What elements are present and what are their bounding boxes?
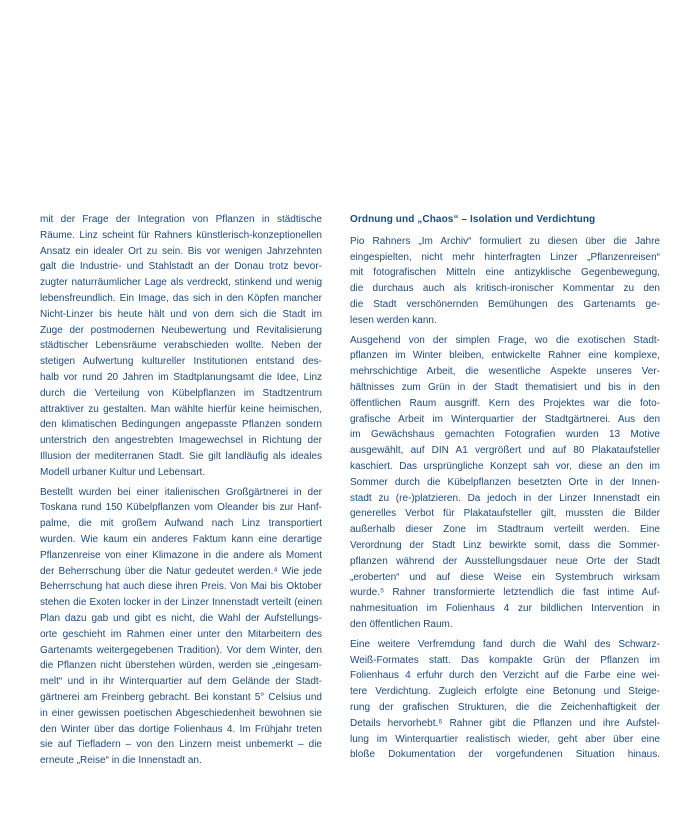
paragraph-black-white-format [350,637,660,763]
text-line: städtischer Lebensräume verabschieden wollte. Neben der [40,340,322,352]
text-line: Beherrschung hat auch diese ihren Preis. Von Mai bis Oktober [40,581,322,593]
text-line: hältnisses zum Grün in der Stadt thematisiert und bis in den [350,381,660,393]
text-line: pflanzen während der Ausstellungsdauer neue Orte der Stadt [350,555,660,567]
text-line: pflanzen im Winter bleiben, entwickelte Rahner eine komplexe, [350,350,660,362]
text-line: Weiß-Formates statt. Das kompakte Grün der Pflanzen im [350,654,660,666]
text-line: halb vor rund 20 Jahren im Stadtplanungsamt die Idee, Linz [40,371,322,383]
text-line: Pio Rahners „Im Archiv“ formuliert zu diesen über die Jahre [350,235,660,247]
text-line: durch die Verteilung von Kübelpflanzen im Stadtzentrum [40,387,322,399]
text-line: im Gewächshaus gemachten Fotografien wurden 13 Motive [350,429,660,441]
text-line: Sommer durch die Kübelpflanzen besetzten Orte in der Innen- [350,476,660,488]
text-line: Modell urbaner Kultur und Lebensart. [40,466,206,478]
right-text-column [350,212,660,763]
text-line: lung im Winterquartier realistisch wieder, geht aber über eine [350,733,660,745]
paragraph-kuebelpflanzen-order [40,485,322,769]
text-line: mit der Frage der Integration von Pflanzen in städtische [40,214,322,225]
text-line: gärtnerei am Freinberg gebracht. Bei konstant 5° Celsius und [40,691,322,703]
text-line: mehrschichtige Arbeit, die wesentliche Aspekte unseres Ver- [350,366,660,378]
paragraph-integration-of-plants [40,212,322,481]
text-line: Bestellt wurden bei einer italienischen Großgärtnerei in der [40,486,322,498]
text-line: nahmesituation im Folienhaus 4 zur bildlichen Intervention in [350,603,660,615]
text-line: Details hervorhebt.⁶ Rahner gibt die Pflanzen und ihre Aufstel- [350,717,660,729]
text-line: ausgewählt, auf DIN A1 vergrößert und auf 80 Plakataufsteller [350,445,660,457]
text-line: Nicht-Linzer bis heute hält und von dem sich die Stadt im [40,308,322,320]
text-line: rung der grafischen Strukturen, die die Zeichenhaftigkeit der [350,701,660,713]
text-line: Pflanzenreise von einer Klimazone in die andere als Moment [40,549,322,561]
text-line: die Pflanzen nicht überstehen würden, werden sie „eingesam- [40,660,322,672]
text-line: sie auf Tiefladern – von den Linzern meist unbemerkt – die [40,739,322,751]
text-line: öffentlichen Raum ausgriff. Kern des Projektes war die foto- [350,397,660,409]
text-line: erneute „Reise“ in die Innenstadt an. [40,755,202,767]
text-line: der Beherrschung über die Natur gedeutet werden.⁴ Wie jede [40,565,322,577]
text-line: stadt zu (re-)platzieren. Da jedoch in der Linzer Innenstadt ein [350,492,660,504]
text-line: orte geschieht im Rahmen einer unter den Mitarbeitern des [40,628,322,640]
text-line: zugter naturräumlicher Lage als verdreckt, stinkend und wenig [40,277,322,289]
text-line: Ansatz ein idealer Ort zu sein. Bis vor wenigen Jahrzehnten [40,245,322,257]
text-line: „eroberten“ und auf diese Weise ein Systembruch wirksam [350,571,660,583]
text-line: wurden. Wie kaum ein anderes Faktum kann eine derartige [40,533,322,545]
text-line: grafische Arbeit im Winterquartier der Stadtgärtnerei. Aus den [350,413,660,425]
text-line: Zuge der postmodernen Neubewertung und Revitalisierung [40,324,322,336]
paragraph-winter-quarter-project [350,333,660,633]
text-line: eingespielten, nicht mehr hinterfragten Linzer „Pflanzenreisen“ [350,251,660,263]
text-line: unterstrich den angestrebten Imagewechsel in Richtung der [40,435,322,447]
text-line: wurde.⁵ Rahner transformierte letztendlich die fast intime Auf- [350,587,660,599]
text-line: generelles Verbot für Plakataufsteller gilt, mussten die Bilder [350,508,660,520]
text-line: Ausgehend von der simplen Frage, wo die exotischen Stadt- [350,334,660,346]
text-line: attraktiver zu gestalten. Man wählte hierfür keine heimischen, [40,403,322,415]
text-line: palme, die mit großem Aufwand nach Linz transportiert [40,518,322,530]
text-line: außerhalb dieser Zone im Stadtraum verteilt werden. Eine [350,524,660,536]
text-line: stetigen Aufwertung kultureller Institutionen entstand des- [40,356,322,368]
text-line: Toskana rund 150 Kübelpflanzen vom Oleander bis zur Hanf- [40,502,322,514]
text-line: die durchaus auch als kritisch-ironischer Kommentar zu den [350,283,660,295]
text-line: melt“ und in ihr Winterquartier auf dem Gelände der Stadt- [40,676,322,688]
text-line: Illusion der mediterranen Stadt. Sie gilt landläufig als ideales [40,450,322,462]
text-line: den Winter über das dortige Folienhaus 4. Im Frühjahr treten [40,723,322,735]
section-heading: Ordnung und „Chaos“ – Isolation und Verdichtung [350,214,596,225]
text-line: den öffentlichen Raum. [350,618,453,630]
text-line: tere Verdichtung. Zugleich erfolgte eine Betonung und Steige- [350,686,660,698]
text-line: Folienhaus 4 erfuhr durch den Verzicht auf die Farbe eine wei- [350,670,660,682]
text-line: mit fotografischen Mitteln eine antizyklische Gegenbewegung, [350,267,660,279]
text-line: lebensfreundlich. Ein Image, das sich in den Köpfen mancher [40,292,322,304]
text-line: Räume. Linz scheint für Rahners künstlerisch-konzeptionellen [40,229,322,241]
text-line: Plan dazu gab und gibt es nicht, die Wahl der Aufstellungs- [40,612,322,624]
left-text-column [40,212,322,769]
text-line: Verordnung der Stadt Linz bewirkte somit, dass die Sommer- [350,539,660,551]
text-line: Gartenamts weitergegebenen Tradition). Vor dem Winter, den [40,644,322,656]
paragraph-pio-rahner-im-archiv [350,234,660,329]
text-line: den klimatischen Bedingungen angepasste Pflanzen sondern [40,419,322,431]
text-line: kaschiert. Das ursprüngliche Konzept sah vor, diese an den im [350,460,660,472]
text-line: lesen werden kann. [350,314,437,326]
text-line: die Stadt verschönernden Bemühungen des Gartenamts ge- [350,298,660,310]
text-line: Eine weitere Verfremdung fand durch die Wahl des Schwarz- [350,638,660,650]
text-line: galt die Industrie- und Stahlstadt an der Donau trotz bevor- [40,261,322,273]
text-line: stehen die Exoten locker in der Linzer Innenstadt verteilt (einen [40,597,322,609]
text-line: in einer gewissen poetischen Abgeschiedenheit bewohnen sie [40,707,322,719]
text-line: bloße Dokumentation der vorgefundenen Situation hinaus. [350,749,660,761]
